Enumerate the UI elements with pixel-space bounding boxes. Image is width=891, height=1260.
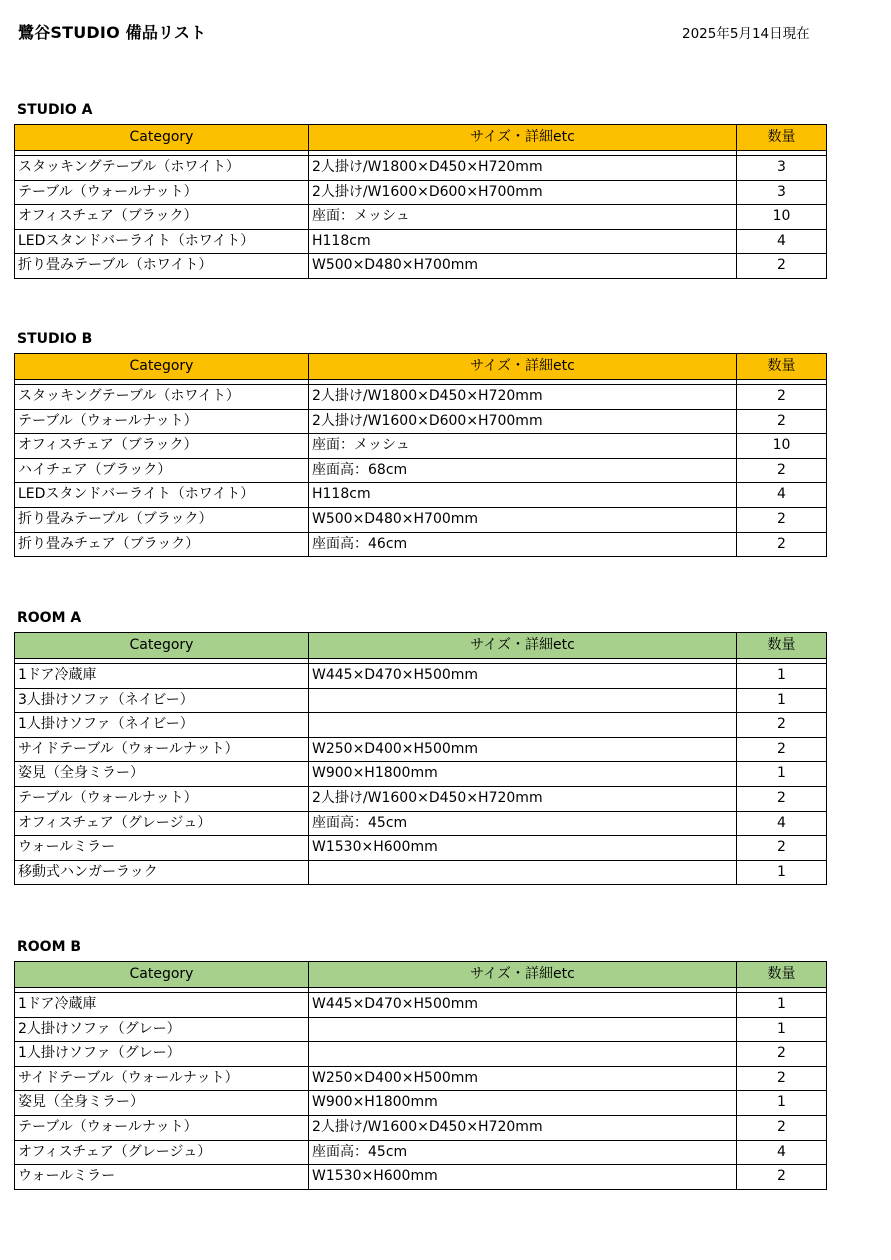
item-qty: 2	[737, 507, 827, 532]
table-row	[15, 836, 827, 861]
equipment-table	[14, 353, 827, 557]
item-detail: W500×D480×H700mm	[309, 507, 737, 532]
item-detail: W445×D470×H500mm	[309, 664, 737, 689]
column-header-qty: 数量	[737, 633, 827, 659]
column-header-detail: サイズ・詳細etc	[309, 354, 737, 380]
item-name: LEDスタンドバーライト（ホワイト）	[15, 229, 309, 254]
item-detail	[309, 713, 737, 738]
table-row	[15, 409, 827, 434]
item-name: ハイチェア（ブラック）	[15, 458, 309, 483]
item-detail	[309, 860, 737, 885]
item-name: テーブル（ウォールナット）	[15, 409, 309, 434]
item-name: テーブル（ウォールナット）	[15, 786, 309, 811]
item-qty: 10	[737, 434, 827, 459]
table-header-row	[15, 633, 827, 659]
item-qty: 3	[737, 180, 827, 205]
item-qty: 2	[737, 836, 827, 861]
equipment-table	[14, 124, 827, 279]
item-qty: 2	[737, 1115, 827, 1140]
section-title: STUDIO B	[17, 331, 93, 347]
column-header-category: Category	[15, 962, 309, 988]
column-header-qty: 数量	[737, 962, 827, 988]
item-name: 移動式ハンガーラック	[15, 860, 309, 885]
table-row	[15, 205, 827, 230]
table-row	[15, 811, 827, 836]
item-qty: 2	[737, 786, 827, 811]
table-row	[15, 458, 827, 483]
page-title: 鷺谷STUDIO 備品リスト	[18, 23, 207, 42]
item-detail: W900×H1800mm	[309, 762, 737, 787]
item-name: 1人掛けソファ（ネイビー）	[15, 713, 309, 738]
as-of-date: 2025年5月14日現在	[682, 26, 810, 42]
column-header-qty: 数量	[737, 125, 827, 151]
item-detail: 座面：メッシュ	[309, 434, 737, 459]
item-qty: 1	[737, 1091, 827, 1116]
table-row	[15, 483, 827, 508]
item-name: ウォールミラー	[15, 836, 309, 861]
table-row	[15, 1091, 827, 1116]
item-detail: 2人掛け/W1800×D450×H720mm	[309, 385, 737, 410]
equipment-table	[14, 961, 827, 1190]
table-row	[15, 385, 827, 410]
item-qty: 2	[737, 409, 827, 434]
item-qty: 2	[737, 254, 827, 279]
table-header-row	[15, 125, 827, 151]
item-name: 3人掛けソファ（ネイビー）	[15, 688, 309, 713]
item-detail: 座面：メッシュ	[309, 205, 737, 230]
item-name: 折り畳みテーブル（ブラック）	[15, 507, 309, 532]
page-header	[0, 0, 891, 60]
table-row	[15, 737, 827, 762]
item-qty: 1	[737, 688, 827, 713]
item-detail: H118cm	[309, 483, 737, 508]
table-row	[15, 1115, 827, 1140]
table-row	[15, 434, 827, 459]
table-header-row	[15, 962, 827, 988]
item-name: オフィスチェア（グレージュ）	[15, 1140, 309, 1165]
item-detail: W1530×H600mm	[309, 1165, 737, 1190]
item-qty: 2	[737, 1165, 827, 1190]
item-qty: 1	[737, 860, 827, 885]
item-detail: W900×H1800mm	[309, 1091, 737, 1116]
column-header-qty: 数量	[737, 354, 827, 380]
section-title: STUDIO A	[17, 102, 93, 118]
item-detail: W250×D400×H500mm	[309, 737, 737, 762]
item-name: オフィスチェア（ブラック）	[15, 434, 309, 459]
item-name: スタッキングテーブル（ホワイト）	[15, 156, 309, 181]
table-row	[15, 762, 827, 787]
item-qty: 3	[737, 156, 827, 181]
table-row	[15, 1066, 827, 1091]
section-title: ROOM A	[17, 610, 82, 626]
item-qty: 10	[737, 205, 827, 230]
table-row	[15, 786, 827, 811]
item-name: サイドテーブル（ウォールナット）	[15, 737, 309, 762]
item-name: オフィスチェア（グレージュ）	[15, 811, 309, 836]
item-name: テーブル（ウォールナット）	[15, 180, 309, 205]
item-qty: 2	[737, 532, 827, 557]
item-detail: 2人掛け/W1600×D600×H700mm	[309, 180, 737, 205]
item-name: 折り畳みテーブル（ホワイト）	[15, 254, 309, 279]
item-detail: H118cm	[309, 229, 737, 254]
table-row	[15, 180, 827, 205]
item-name: 折り畳みチェア（ブラック）	[15, 532, 309, 557]
item-name: 姿見（全身ミラー）	[15, 1091, 309, 1116]
table-row	[15, 1165, 827, 1190]
table-row	[15, 664, 827, 689]
item-detail	[309, 1042, 737, 1067]
item-name: スタッキングテーブル（ホワイト）	[15, 385, 309, 410]
item-qty: 2	[737, 458, 827, 483]
column-header-detail: サイズ・詳細etc	[309, 125, 737, 151]
item-qty: 4	[737, 1140, 827, 1165]
column-header-category: Category	[15, 633, 309, 659]
item-detail: 座面高：68cm	[309, 458, 737, 483]
item-qty: 2	[737, 1066, 827, 1091]
table-row	[15, 156, 827, 181]
item-qty: 2	[737, 385, 827, 410]
item-name: 2人掛けソファ（グレー）	[15, 1017, 309, 1042]
item-qty: 4	[737, 483, 827, 508]
item-name: サイドテーブル（ウォールナット）	[15, 1066, 309, 1091]
item-detail: W500×D480×H700mm	[309, 254, 737, 279]
item-qty: 2	[737, 737, 827, 762]
item-detail: 2人掛け/W1600×D450×H720mm	[309, 786, 737, 811]
table-row	[15, 993, 827, 1018]
table-row	[15, 532, 827, 557]
column-header-category: Category	[15, 125, 309, 151]
item-qty: 1	[737, 664, 827, 689]
table-row	[15, 254, 827, 279]
item-qty: 1	[737, 1017, 827, 1042]
table-row	[15, 1042, 827, 1067]
item-name: テーブル（ウォールナット）	[15, 1115, 309, 1140]
column-header-detail: サイズ・詳細etc	[309, 633, 737, 659]
item-name: 1ドア冷蔵庫	[15, 664, 309, 689]
column-header-category: Category	[15, 354, 309, 380]
item-name: ウォールミラー	[15, 1165, 309, 1190]
item-detail: 座面高：45cm	[309, 1140, 737, 1165]
item-detail	[309, 1017, 737, 1042]
item-name: 姿見（全身ミラー）	[15, 762, 309, 787]
item-detail: 2人掛け/W1800×D450×H720mm	[309, 156, 737, 181]
item-name: LEDスタンドバーライト（ホワイト）	[15, 483, 309, 508]
item-detail: 2人掛け/W1600×D600×H700mm	[309, 409, 737, 434]
column-header-detail: サイズ・詳細etc	[309, 962, 737, 988]
equipment-table	[14, 632, 827, 885]
table-header-row	[15, 354, 827, 380]
item-name: 1人掛けソファ（グレー）	[15, 1042, 309, 1067]
item-qty: 4	[737, 811, 827, 836]
item-detail	[309, 688, 737, 713]
item-detail: 2人掛け/W1600×D450×H720mm	[309, 1115, 737, 1140]
item-detail: 座面高：45cm	[309, 811, 737, 836]
item-detail: W250×D400×H500mm	[309, 1066, 737, 1091]
item-name: 1ドア冷蔵庫	[15, 993, 309, 1018]
table-row	[15, 229, 827, 254]
item-name: オフィスチェア（ブラック）	[15, 205, 309, 230]
item-qty: 2	[737, 1042, 827, 1067]
table-row	[15, 860, 827, 885]
item-detail: 座面高：46cm	[309, 532, 737, 557]
section-title: ROOM B	[17, 939, 82, 955]
item-qty: 1	[737, 993, 827, 1018]
table-row	[15, 688, 827, 713]
item-detail: W445×D470×H500mm	[309, 993, 737, 1018]
table-row	[15, 507, 827, 532]
table-row	[15, 1017, 827, 1042]
table-row	[15, 1140, 827, 1165]
item-qty: 4	[737, 229, 827, 254]
item-detail: W1530×H600mm	[309, 836, 737, 861]
table-row	[15, 713, 827, 738]
item-qty: 1	[737, 762, 827, 787]
item-qty: 2	[737, 713, 827, 738]
